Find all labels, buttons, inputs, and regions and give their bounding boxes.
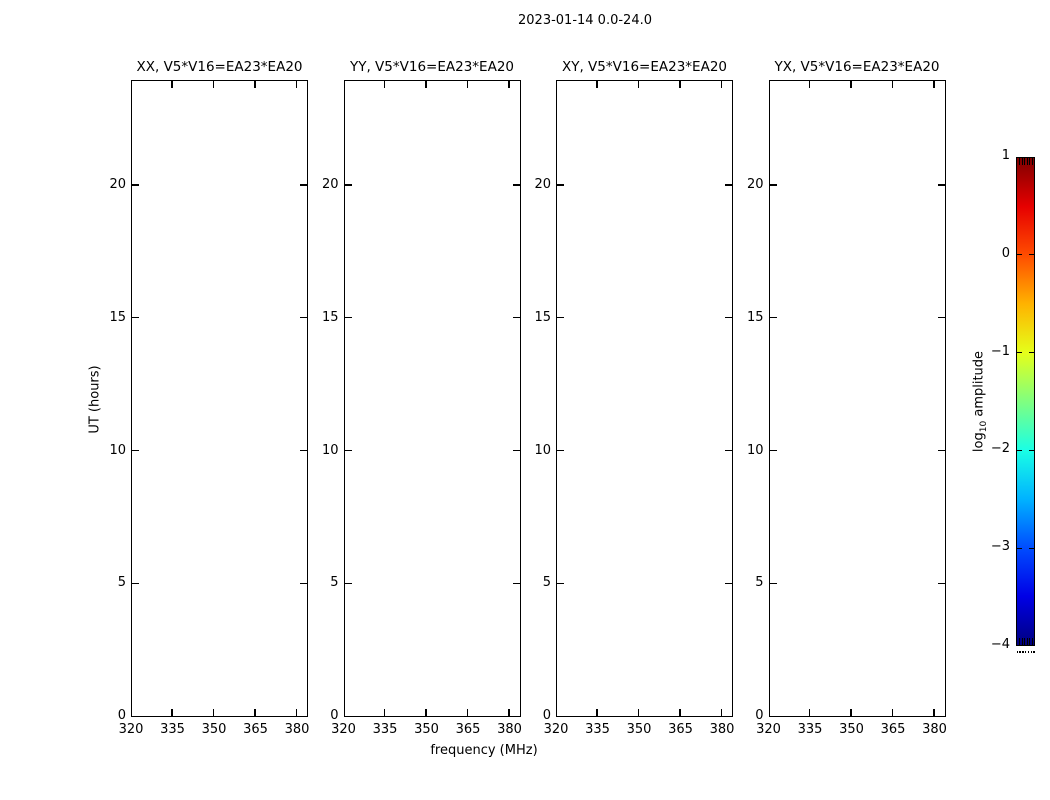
- colorbar-tick-mark: [1029, 548, 1034, 549]
- colorbar-minor-ticks: [1019, 158, 1020, 165]
- x-tick-mark: [721, 709, 722, 716]
- x-tick-mark: [384, 709, 385, 716]
- colorbar-tick-mark: [1017, 352, 1022, 353]
- colorbar-dotted-edge: [1028, 651, 1030, 653]
- x-tick-label: 335: [585, 722, 610, 737]
- x-tick-label: 365: [455, 722, 481, 737]
- y-tick-label: 5: [542, 575, 551, 591]
- y-tick-mark: [770, 450, 777, 451]
- x-tick-mark: [679, 81, 680, 88]
- x-tick-label: 320: [118, 722, 144, 737]
- x-tick-mark: [508, 81, 509, 88]
- y-tick-mark: [345, 583, 352, 584]
- y-tick-mark: [345, 317, 352, 318]
- colorbar-tick-label: −4: [990, 637, 1010, 652]
- x-tick-mark: [467, 709, 468, 716]
- y-tick-label: 0: [117, 708, 126, 723]
- x-tick-mark: [171, 709, 172, 716]
- x-tick-label: 380: [497, 722, 522, 737]
- x-axis-label: frequency (MHz): [430, 743, 538, 758]
- x-tick-label: 350: [839, 722, 864, 737]
- y-tick-label: 0: [755, 708, 764, 723]
- y-tick-label: 15: [746, 309, 764, 325]
- x-tick-mark: [213, 709, 214, 716]
- colorbar-tick-label: 0: [1001, 245, 1010, 261]
- x-tick-mark: [850, 81, 851, 88]
- colorbar-dotted-edge: [1017, 651, 1019, 653]
- colorbar-minor-ticks: [1022, 638, 1023, 645]
- x-tick-label: 350: [626, 722, 652, 737]
- x-tick-mark: [809, 709, 810, 716]
- y-tick-label: 0: [330, 708, 339, 723]
- colorbar-minor-ticks: [1032, 158, 1033, 165]
- colorbar-tick-label: −1: [990, 343, 1010, 359]
- y-tick-label: 20: [321, 177, 339, 193]
- x-tick-label: 320: [331, 722, 356, 737]
- subplot-title: YY, V5*V16=EA23*EA20: [349, 59, 514, 75]
- colorbar-minor-ticks: [1029, 638, 1030, 645]
- y-tick-mark: [345, 450, 352, 451]
- x-tick-label: 320: [543, 722, 569, 737]
- x-tick-mark: [721, 81, 722, 88]
- colorbar-tick-mark: [1029, 352, 1034, 353]
- y-tick-label: 10: [746, 442, 764, 458]
- x-tick-mark: [596, 81, 597, 88]
- x-tick-mark: [933, 709, 934, 716]
- colorbar-minor-ticks: [1024, 158, 1025, 165]
- x-tick-label: 365: [880, 722, 906, 737]
- y-tick-mark: [770, 317, 777, 318]
- subplot-title: YX, V5*V16=EA23*EA20: [774, 59, 940, 75]
- y-tick-label: 15: [321, 309, 339, 325]
- figure-title: 2023-01-14 0.0-24.0: [518, 13, 652, 28]
- log-subscript: 10: [979, 420, 990, 433]
- colorbar-minor-ticks: [1032, 638, 1033, 645]
- colorbar-tick-mark: [1017, 548, 1022, 549]
- y-tick-mark: [938, 583, 945, 584]
- x-tick-label: 320: [756, 722, 781, 737]
- x-tick-label: 335: [797, 722, 823, 737]
- x-tick-mark: [638, 709, 639, 716]
- y-tick-mark: [132, 450, 139, 451]
- y-tick-mark: [132, 317, 139, 318]
- colorbar-dotted-edge: [1033, 651, 1035, 653]
- y-tick-label: 5: [755, 575, 764, 591]
- y-tick-mark: [938, 317, 945, 318]
- y-tick-mark: [132, 184, 139, 185]
- y-tick-mark: [345, 184, 352, 185]
- y-tick-mark: [938, 450, 945, 451]
- x-tick-mark: [679, 709, 680, 716]
- x-tick-label: 365: [668, 722, 693, 737]
- colorbar-tick-label: −3: [990, 539, 1010, 555]
- y-tick-label: 5: [330, 575, 339, 591]
- colorbar-tick-mark: [1029, 450, 1034, 451]
- y-tick-label: 0: [542, 708, 551, 723]
- x-tick-mark: [213, 81, 214, 88]
- colorbar-tick-label: −2: [990, 441, 1010, 457]
- x-tick-mark: [384, 81, 385, 88]
- y-tick-mark: [132, 583, 139, 584]
- colorbar-minor-ticks: [1029, 158, 1030, 165]
- x-tick-mark: [467, 81, 468, 88]
- y-tick-mark: [557, 184, 564, 185]
- y-tick-label: 20: [534, 177, 551, 193]
- x-tick-label: 350: [201, 722, 227, 737]
- x-tick-mark: [596, 709, 597, 716]
- colorbar-minor-ticks: [1027, 638, 1028, 645]
- y-tick-label: 15: [534, 309, 551, 325]
- y-tick-label: 10: [321, 442, 339, 458]
- y-tick-mark: [770, 184, 777, 185]
- plot-area: [556, 80, 733, 717]
- colorbar-dotted-edge: [1031, 651, 1033, 653]
- y-tick-mark: [557, 583, 564, 584]
- x-tick-mark: [425, 709, 426, 716]
- colorbar-dotted-edge: [1019, 651, 1021, 653]
- colorbar-minor-ticks: [1022, 158, 1023, 165]
- x-tick-label: 335: [160, 722, 185, 737]
- colorbar-tick-mark: [1029, 254, 1034, 255]
- x-tick-mark: [638, 81, 639, 88]
- plot-area: [344, 80, 521, 717]
- y-tick-label: 20: [109, 177, 126, 193]
- y-tick-mark: [938, 184, 945, 185]
- x-tick-mark: [508, 709, 509, 716]
- x-tick-mark: [254, 709, 255, 716]
- x-tick-label: 380: [284, 722, 310, 737]
- colorbar-dotted-edge: [1025, 651, 1027, 653]
- plot-area: [131, 80, 308, 717]
- x-tick-label: 335: [372, 722, 398, 737]
- x-tick-mark: [850, 709, 851, 716]
- colorbar-gradient: [1017, 158, 1034, 645]
- colorbar-label-suffix: amplitude: [971, 350, 987, 421]
- subplot-title: XX, V5*V16=EA23*EA20: [136, 59, 303, 75]
- colorbar-frame: [1016, 157, 1035, 646]
- colorbar-dotted-edge: [1022, 651, 1024, 653]
- y-tick-mark: [557, 317, 564, 318]
- x-tick-mark: [296, 81, 297, 88]
- colorbar-tick-label: 1: [1001, 148, 1010, 163]
- y-tick-mark: [557, 450, 564, 451]
- colorbar-tick-mark: [1017, 450, 1022, 451]
- x-tick-mark: [171, 81, 172, 88]
- y-tick-label: 20: [746, 177, 764, 193]
- y-tick-label: 15: [109, 309, 126, 325]
- x-tick-mark: [809, 81, 810, 88]
- colorbar-tick-mark: [1017, 254, 1022, 255]
- x-tick-label: 380: [709, 722, 735, 737]
- x-tick-mark: [425, 81, 426, 88]
- y-tick-label: 10: [534, 442, 551, 458]
- plot-area: [769, 80, 946, 717]
- colorbar-minor-ticks: [1019, 638, 1020, 645]
- colorbar-label-prefix: log: [971, 432, 987, 453]
- colorbar-minor-ticks: [1024, 638, 1025, 645]
- y-tick-label: 5: [117, 575, 126, 591]
- subplot-title: XY, V5*V16=EA23*EA20: [561, 59, 727, 75]
- y-axis-label: UT (hours): [87, 365, 103, 434]
- colorbar-minor-ticks: [1027, 158, 1028, 165]
- x-tick-label: 350: [414, 722, 439, 737]
- x-tick-label: 380: [922, 722, 947, 737]
- x-tick-label: 365: [243, 722, 268, 737]
- x-tick-mark: [254, 81, 255, 88]
- x-tick-mark: [296, 709, 297, 716]
- x-tick-mark: [892, 709, 893, 716]
- x-tick-mark: [892, 81, 893, 88]
- y-tick-label: 10: [109, 442, 126, 458]
- y-tick-mark: [770, 583, 777, 584]
- x-tick-mark: [933, 81, 934, 88]
